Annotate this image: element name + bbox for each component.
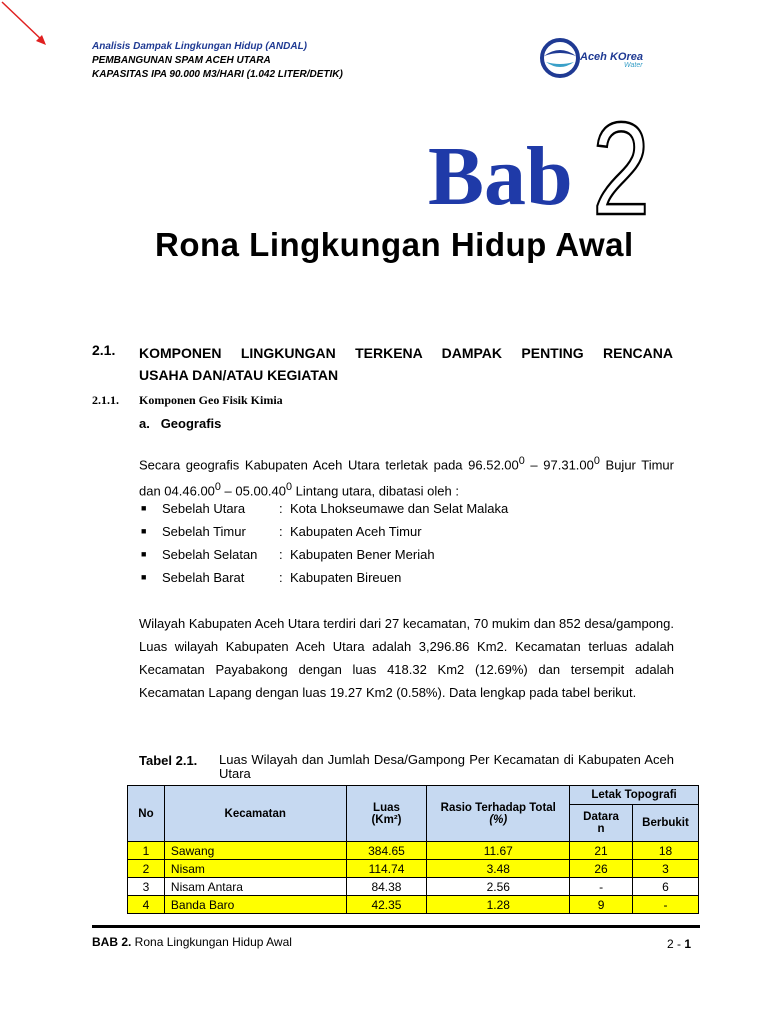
bullet-icon: ■ (141, 549, 147, 559)
header-no: No (128, 786, 165, 842)
border-direction: Sebelah Utara (162, 501, 246, 516)
header-berbukit: Berbukit (633, 805, 699, 842)
item-label: a. (139, 416, 150, 431)
item-heading (139, 416, 221, 431)
header-title: Analisis Dampak Lingkungan Hidup (ANDAL) (92, 41, 308, 52)
corner-arrow-icon (0, 0, 60, 50)
table-row: 2 Nisam 114.74 3.48 26 3 (128, 860, 699, 878)
logo-name: Aceh KOrea (580, 51, 643, 63)
kecamatan-table (127, 785, 699, 914)
table-row: 4 Banda Baro 42.35 1.28 9 - (128, 896, 699, 914)
border-value: Kabupaten Bireuen (290, 570, 402, 585)
item-title: Geografis (160, 416, 222, 431)
section-number: 2.1. (92, 342, 116, 358)
chapter-number (590, 95, 652, 242)
geografis-paragraph: Secara geografis Kabupaten Aceh Utara terletak pada 96.52.00$^0$ – 97.31.00$^0$ Bujur Timur dan 04.46.00$^0$ – 05.00.40$^0$ Lintang utara, dibatasi oleh : (139, 455, 674, 499)
section-title-line2: USAHA DAN/ATAU KEGIATAN (139, 367, 339, 383)
header-capacity: KAPASITAS IPA 90.000 M3/HARI (1.042 LITER/DETIK) (92, 69, 343, 80)
subsection-title: Komponen Geo Fisik Kimia (139, 393, 283, 407)
header-project: PEMBANGUNAN SPAM ACEH UTARA (92, 55, 271, 66)
logo-sub: Water (624, 62, 643, 69)
svg-text:2: 2 (592, 95, 650, 242)
subsection-number: 2.1.1. (92, 393, 119, 407)
page-number: 2 - 1 (667, 937, 692, 951)
section-title-line1: KOMPONEN LINGKUNGAN TERKENA DAMPAK PENTING RENCANA (139, 345, 673, 361)
bullet-icon: ■ (141, 526, 147, 536)
border-value: Kabupaten Aceh Timur (290, 524, 422, 539)
table-row: 1 Sawang 384.65 11.67 21 18 (128, 842, 699, 860)
border-value: Kota Lhokseumawe dan Selat Malaka (290, 501, 509, 516)
header-dataran: Datara n (570, 805, 633, 842)
border-direction: Sebelah Selatan (162, 547, 258, 562)
wilayah-paragraph: Wilayah Kabupaten Aceh Utara terdiri dari 27 kecamatan, 70 mukim dan 852 desa/gampong. Luas wilayah Kabupaten Aceh Utara adalah 3,296.86 Km2. Kecamatan terluas adalah Kecamatan Payabakong dengan luas 418.32 Km2 (12.69%) dan tersempit adalah Kecamatan Lapang dengan luas 19.27 Km2 (0.58%). Data lengkap pada tabel berikut. (139, 616, 674, 700)
table-caption-text: Luas Wilayah dan Jumlah Desa/Gampong Per Kecamatan di Kabupaten Aceh Utara (219, 752, 674, 781)
footer-chapter: BAB 2. Rona Lingkungan Hidup Awal (92, 935, 292, 949)
border-direction: Sebelah Timur (162, 524, 246, 539)
footer-divider (92, 925, 700, 928)
header-topografi: Letak Topografi (570, 786, 699, 805)
bullet-icon: ■ (141, 503, 147, 513)
header-rasio: Rasio Terhadap Total (%) (427, 786, 570, 842)
header-kecamatan: Kecamatan (164, 786, 346, 842)
chapter-word: Bab (428, 130, 573, 223)
table-row: 3 Nisam Antara 84.38 2.56 - 6 (128, 878, 699, 896)
border-direction: Sebelah Barat (162, 570, 245, 585)
bullet-icon: ■ (141, 572, 147, 582)
border-value: Kabupaten Bener Meriah (290, 547, 435, 562)
header-luas: Luas (Km²) (346, 786, 427, 842)
table-caption-label: Tabel 2.1. (139, 753, 198, 768)
chapter-title: Rona Lingkungan Hidup Awal (155, 226, 634, 263)
